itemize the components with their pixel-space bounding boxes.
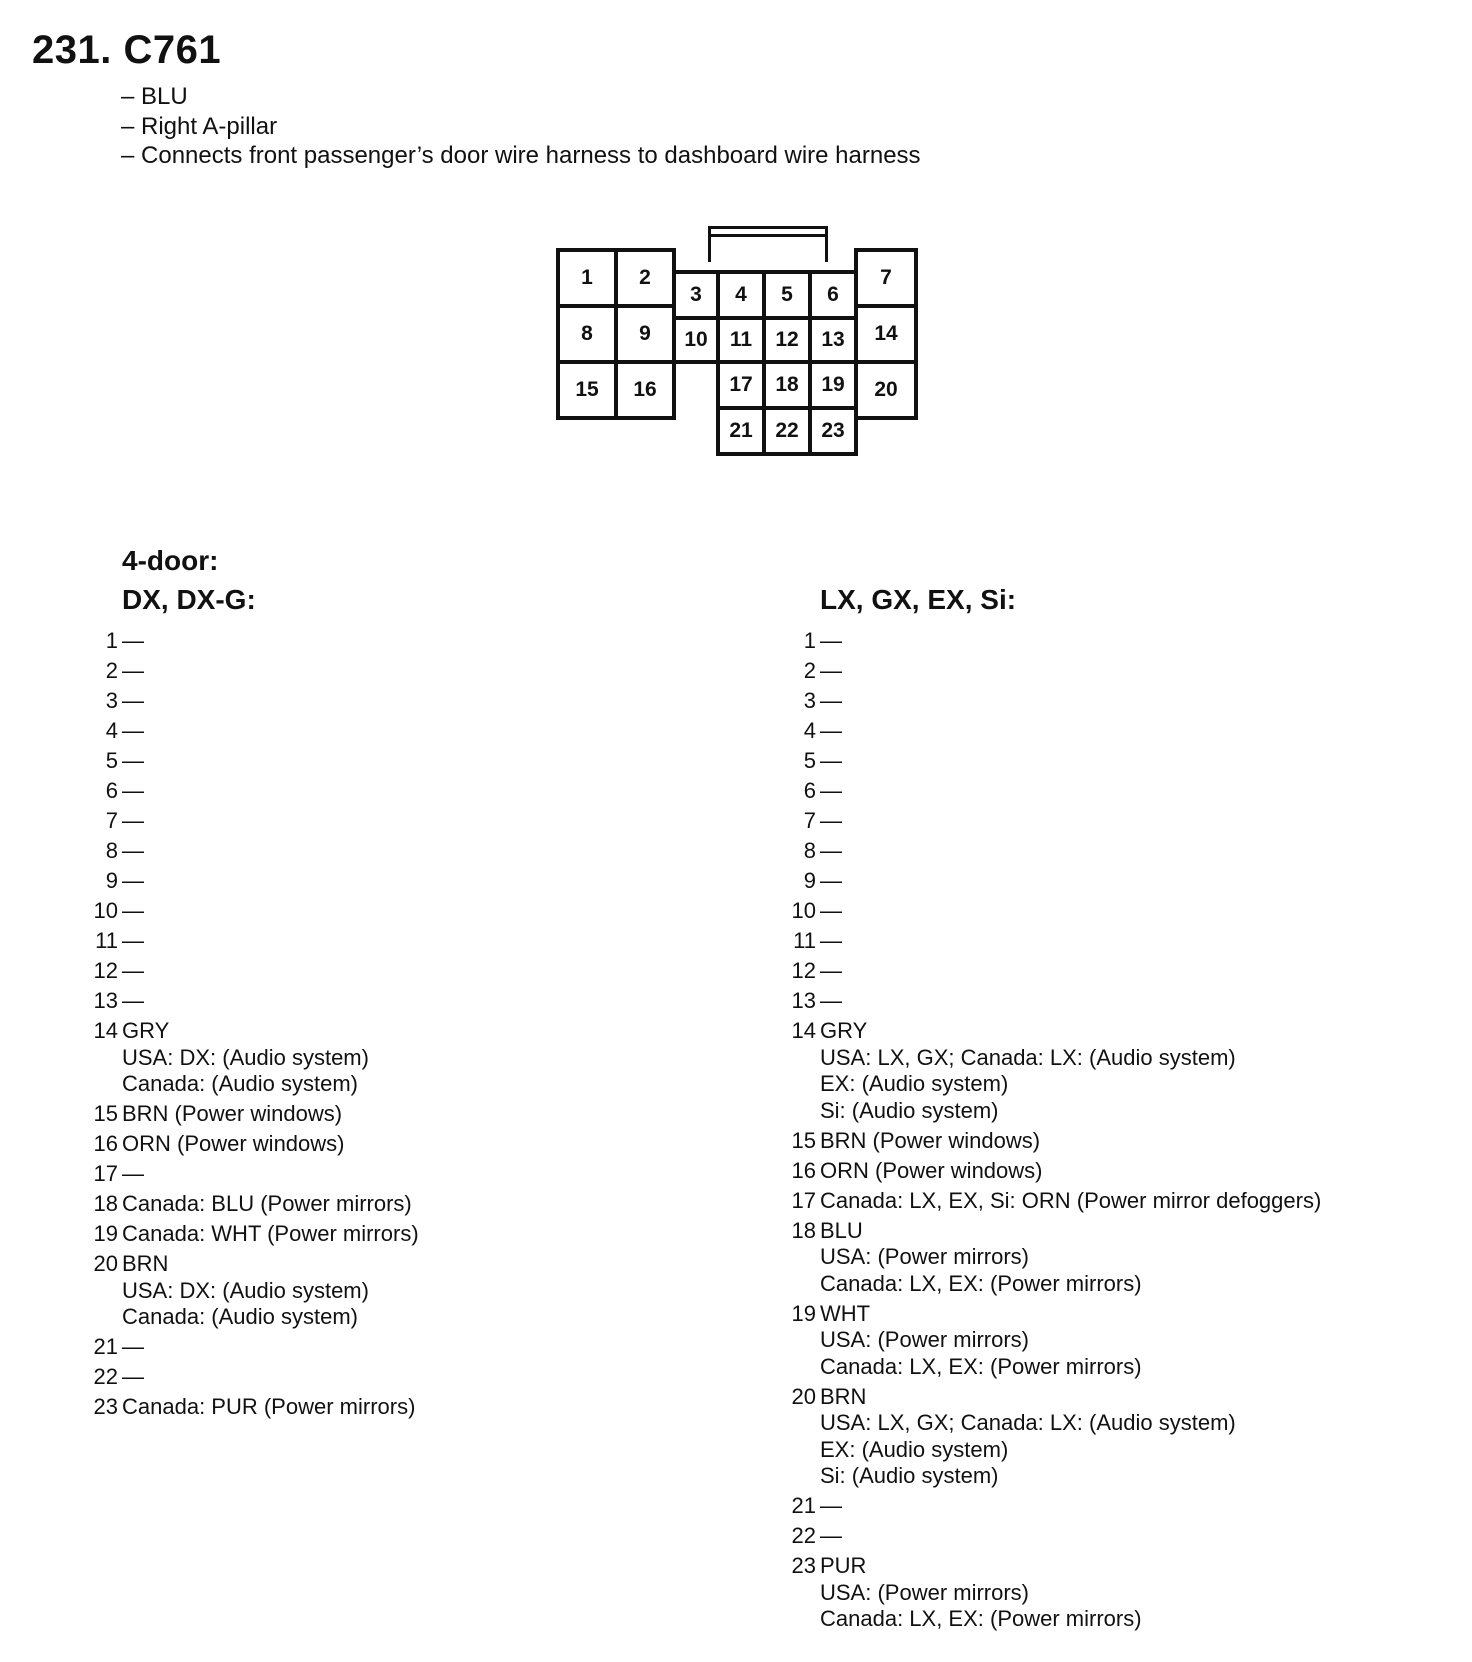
pin-row [786, 1158, 1446, 1185]
pin-number: 20 [93, 1251, 118, 1276]
pin-row [786, 1128, 1446, 1155]
pin-number: 2 [105, 658, 118, 683]
pin-cell-17: 17 [716, 360, 766, 410]
pin-number: 9 [803, 868, 816, 893]
pin-number: 20 [791, 1383, 816, 1409]
pin-cell-16: 16 [614, 360, 676, 420]
pin-number: 18 [93, 1191, 118, 1216]
pin-row [88, 688, 688, 715]
pin-detail: USA: (Power mirrors) [820, 1244, 1030, 1269]
pin-detail: USA: DX: (Audio system) [122, 1044, 369, 1070]
page-title: 231. C761 [32, 28, 222, 72]
pin-wire: Canada: LX, EX, Si: ORN (Power mirror defoggers) [820, 1187, 1322, 1213]
pin-row [786, 688, 1446, 715]
pin-number: 6 [105, 778, 118, 803]
pin-wire: ORN (Power windows) [122, 1131, 345, 1156]
pin-number: 8 [105, 838, 118, 863]
pin-number: 15 [791, 1127, 816, 1153]
pin-number: 3 [105, 688, 118, 713]
pin-cell-19: 19 [808, 360, 858, 410]
pin-row [786, 748, 1446, 775]
pin-row [88, 958, 688, 985]
pin-detail: Canada: LX, EX: (Power mirrors) [820, 1606, 1142, 1631]
pin-wire: — [122, 868, 144, 893]
pin-wire: — [122, 628, 144, 653]
pin-row [88, 1161, 688, 1188]
pin-row [88, 1251, 688, 1331]
pin-row [88, 1131, 688, 1158]
pin-wire: — [122, 1161, 144, 1186]
pin-cell-20: 20 [854, 360, 918, 420]
pin-number: 22 [93, 1364, 118, 1389]
pin-wire: — [122, 898, 144, 923]
right-column-heading: LX, GX, EX, Si: [820, 584, 1017, 615]
pin-wire: — [820, 868, 842, 893]
pin-number: 1 [105, 628, 118, 653]
pin-wire: — [820, 898, 842, 923]
pin-wire: — [820, 928, 842, 953]
pin-number: 13 [93, 988, 118, 1013]
pin-row [88, 778, 688, 805]
pin-detail: USA: (Power mirrors) [820, 1327, 1030, 1352]
pin-number: 10 [791, 898, 816, 923]
pin-cell-12: 12 [762, 316, 812, 364]
pin-number: 12 [791, 958, 816, 983]
pin-detail: Canada: (Audio system) [122, 1071, 358, 1096]
pin-wire: — [122, 748, 144, 773]
pin-wire: — [820, 1523, 842, 1548]
connector-color: – BLU [121, 82, 921, 112]
pin-wire: — [122, 1334, 144, 1359]
pin-cell-22: 22 [762, 406, 812, 456]
pin-wire: ORN (Power windows) [820, 1157, 1043, 1183]
pin-wire: BRN (Power windows) [122, 1101, 343, 1126]
pin-cell-2: 2 [614, 248, 676, 308]
pin-row [786, 778, 1446, 805]
pin-number: 12 [93, 958, 118, 983]
pin-row [88, 808, 688, 835]
pin-row [786, 1493, 1446, 1520]
pin-detail: Si: (Audio system) [820, 1463, 999, 1488]
pin-wire: Canada: PUR (Power mirrors) [122, 1394, 416, 1419]
pin-row [88, 1101, 688, 1128]
left-column-heading: DX, DX-G: [122, 584, 256, 615]
pin-wire: BRN (Power windows) [820, 1127, 1041, 1153]
pin-wire: — [122, 1364, 144, 1389]
pin-row [786, 1553, 1446, 1633]
pin-row [88, 1334, 688, 1361]
pin-number: 17 [93, 1161, 118, 1186]
connector-location: – Right A-pillar [121, 112, 921, 142]
pin-wire: — [820, 748, 842, 773]
pin-cell-9: 9 [614, 304, 676, 364]
pin-wire: — [820, 658, 842, 683]
pin-cell-14: 14 [854, 304, 918, 364]
connector-description: – Connects front passenger’s door wire harness to dashboard wire harness [121, 141, 921, 171]
pin-number: 1 [803, 628, 816, 653]
pin-number: 17 [791, 1187, 816, 1213]
pin-number: 7 [803, 808, 816, 833]
pin-wire: — [820, 688, 842, 713]
pin-detail: USA: LX, GX; Canada: LX: (Audio system) [820, 1044, 1236, 1070]
pin-row [88, 838, 688, 865]
connector-latch-line [708, 234, 828, 237]
pin-number: 23 [791, 1553, 816, 1578]
pin-cell-1: 1 [556, 248, 618, 308]
pin-cell-21: 21 [716, 406, 766, 456]
pin-row [88, 898, 688, 925]
pin-wire: GRY [122, 1018, 170, 1043]
pin-number: 4 [803, 718, 816, 743]
pin-row [786, 1188, 1446, 1215]
pin-number: 21 [93, 1334, 118, 1359]
pin-row [786, 928, 1446, 955]
pin-row [88, 868, 688, 895]
pin-row [88, 928, 688, 955]
pin-row [786, 1218, 1446, 1298]
pin-number: 11 [95, 928, 118, 953]
pin-number: 23 [93, 1394, 118, 1419]
pin-number: 14 [93, 1018, 118, 1043]
pin-wire: — [820, 958, 842, 983]
pin-wire: — [820, 778, 842, 803]
pin-number: 21 [791, 1493, 816, 1518]
pin-number: 10 [93, 898, 118, 923]
pin-wire: PUR [820, 1553, 867, 1578]
pin-number: 19 [791, 1300, 816, 1326]
pin-number: 22 [791, 1523, 816, 1548]
pin-row [786, 1384, 1446, 1490]
pin-wire: — [122, 928, 144, 953]
pin-number: 6 [803, 778, 816, 803]
pin-cell-3: 3 [672, 270, 720, 320]
connector-diagram [556, 226, 922, 466]
pin-wire: — [820, 1493, 842, 1518]
pin-number: 4 [105, 718, 118, 743]
pin-detail: Canada: (Audio system) [122, 1304, 358, 1329]
pin-wire: — [820, 988, 842, 1013]
right-pin-list [786, 628, 1446, 1636]
pin-wire: — [820, 718, 842, 743]
pin-row [786, 958, 1446, 985]
pin-number: 8 [803, 838, 816, 863]
pin-cell-5: 5 [762, 270, 812, 320]
pin-wire: — [820, 838, 842, 863]
pin-wire: Canada: WHT (Power mirrors) [122, 1221, 419, 1246]
pin-detail: USA: (Power mirrors) [820, 1579, 1030, 1605]
pin-row [786, 868, 1446, 895]
pin-number: 9 [105, 868, 118, 893]
pin-wire: — [122, 718, 144, 743]
pin-row [88, 628, 688, 655]
pin-detail: Canada: LX, EX: (Power mirrors) [820, 1353, 1142, 1379]
pin-cell-15: 15 [556, 360, 618, 420]
pin-number: 3 [803, 688, 816, 713]
pin-cell-11: 11 [716, 316, 766, 364]
pin-row [786, 1018, 1446, 1124]
pin-wire: — [122, 688, 144, 713]
pin-number: 14 [791, 1018, 816, 1043]
pin-cell-6: 6 [808, 270, 858, 320]
pin-cell-18: 18 [762, 360, 812, 410]
pin-number: 15 [93, 1101, 118, 1126]
connector-latch [708, 226, 828, 262]
pin-detail: USA: LX, GX; Canada: LX: (Audio system) [820, 1410, 1236, 1435]
pin-number: 5 [803, 748, 816, 773]
pin-detail: USA: DX: (Audio system) [122, 1277, 369, 1303]
pin-number: 5 [105, 748, 118, 773]
pin-wire: GRY [820, 1018, 868, 1043]
pin-wire: — [122, 808, 144, 833]
pin-cell-23: 23 [808, 406, 858, 456]
pin-wire: — [122, 658, 144, 683]
pin-wire: WHT [820, 1300, 871, 1326]
pin-row [88, 658, 688, 685]
pin-cell-8: 8 [556, 304, 618, 364]
pin-cell-10: 10 [672, 316, 720, 364]
pin-cell-13: 13 [808, 316, 858, 364]
connector-info [121, 82, 921, 171]
pin-detail: Si: (Audio system) [820, 1097, 999, 1123]
pin-number: 2 [803, 658, 816, 683]
pin-row [786, 838, 1446, 865]
pin-detail: Canada: LX, EX: (Power mirrors) [820, 1270, 1142, 1296]
pin-row [786, 808, 1446, 835]
pin-row [88, 1221, 688, 1248]
pin-row [88, 1191, 688, 1218]
pin-row [88, 1018, 688, 1098]
pin-wire: — [122, 838, 144, 863]
pin-wire: — [820, 808, 842, 833]
pin-cell-7: 7 [854, 248, 918, 308]
pin-wire: — [122, 988, 144, 1013]
pin-wire: BLU [820, 1217, 863, 1243]
pin-number: 19 [93, 1221, 118, 1246]
pin-number: 11 [793, 928, 816, 953]
pin-row [786, 718, 1446, 745]
pin-wire: BRN [820, 1383, 867, 1409]
pin-row [88, 988, 688, 1015]
left-pin-list [88, 628, 688, 1424]
pin-number: 16 [791, 1157, 816, 1183]
pin-wire: — [122, 778, 144, 803]
pin-detail: EX: (Audio system) [820, 1436, 1009, 1462]
pin-number: 16 [93, 1131, 118, 1156]
pin-row [88, 1364, 688, 1391]
pin-wire: Canada: BLU (Power mirrors) [122, 1191, 412, 1216]
pin-row [786, 658, 1446, 685]
pin-row [786, 988, 1446, 1015]
pin-number: 7 [105, 808, 118, 833]
pin-cell-4: 4 [716, 270, 766, 320]
pin-number: 18 [791, 1217, 816, 1243]
pin-row [88, 748, 688, 775]
pin-number: 13 [791, 988, 816, 1013]
pin-wire: BRN [122, 1251, 169, 1276]
pin-wire: — [122, 958, 144, 983]
pin-row [88, 718, 688, 745]
pin-row [786, 628, 1446, 655]
pin-row [786, 1523, 1446, 1550]
pin-wire: — [820, 628, 842, 653]
section-title: 4-door: [122, 545, 219, 576]
pin-row [786, 898, 1446, 925]
pin-row [786, 1301, 1446, 1381]
pin-row [88, 1394, 688, 1421]
pin-detail: EX: (Audio system) [820, 1071, 1009, 1096]
